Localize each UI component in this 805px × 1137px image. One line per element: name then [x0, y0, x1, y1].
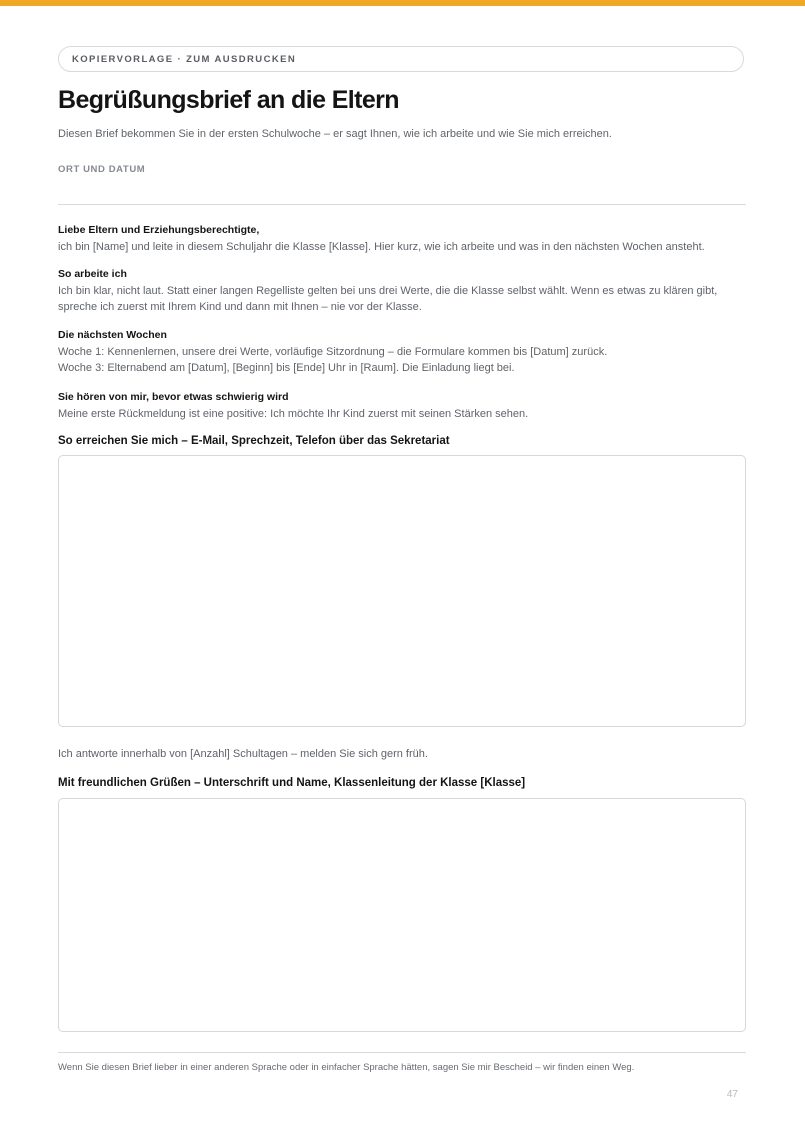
contact-write-box[interactable]	[58, 455, 746, 727]
contact-field-label: So erreichen Sie mich – E-Mail, Sprechzeit, Telefon über das Sekretariat	[58, 435, 450, 447]
signature-write-box[interactable]	[58, 798, 746, 1032]
next-weeks-heading: Die nächsten Wochen	[58, 329, 167, 341]
how-i-work-heading: So arbeite ich	[58, 268, 127, 280]
intro-text: Diesen Brief bekommen Sie in der ersten Schulwoche – er sagt Ihnen, wie ich arbeite und wie Sie mich erreichen.	[58, 128, 612, 140]
how-i-work-line: Ich bin klar, nicht laut. Statt einer langen Regelliste gelten bei uns drei Werte, die die Klasse selbst wählt. Wenn es etwas zu klären gibt,	[58, 284, 718, 297]
footer-note: Wenn Sie diesen Brief lieber in einer anderen Sprache oder in einfacher Sprache hätten, sagen Sie mir Bescheid – wir finden einen Weg.	[58, 1062, 635, 1073]
reply-note: Ich antworte innerhalb von [Anzahl] Schultagen – melden Sie sich gern früh.	[58, 748, 428, 760]
signature-field-label: Mit freundlichen Grüßen – Unterschrift und Name, Klassenleitung der Klasse [Klasse]	[58, 777, 526, 789]
next-weeks-line: Woche 3: Elternabend am [Datum], [Beginn] bis [Ende] Uhr in [Raum]. Die Einladung liegt bei.	[58, 362, 515, 374]
hear-from-me-heading: Sie hören von mir, bevor etwas schwierig wird	[58, 391, 289, 403]
letter-next-weeks	[58, 327, 748, 377]
template-tag: KOPIERVORLAGE · ZUM AUSDRUCKEN	[58, 46, 744, 72]
letter-greeting	[58, 222, 748, 255]
place-date-label: ORT UND DATUM	[58, 164, 146, 175]
page-number: 47	[726, 1089, 738, 1100]
next-weeks-line: Woche 1: Kennenlernen, unsere drei Werte, vorläufige Sitzordnung – die Formulare kommen bis [Datum] zurück.	[58, 345, 608, 358]
divider	[58, 204, 746, 205]
letter-how-i-work	[58, 266, 748, 316]
how-i-work-line: spreche ich zuerst mit Ihrem Kind und dann mit Ihnen – nie vor der Klasse.	[58, 301, 422, 313]
letter-hear-from-me	[58, 389, 748, 422]
greeting-line: ich bin [Name] und leite in diesem Schuljahr die Klasse [Klasse]. Hier kurz, wie ich arbeite und was in den nächsten Wochen ansteht.	[58, 240, 705, 253]
accent-bar	[0, 0, 805, 6]
page-title: Begrüßungsbrief an die Eltern	[58, 86, 399, 114]
footer-divider	[58, 1052, 746, 1053]
hear-from-me-line: Meine erste Rückmeldung ist eine positive: Ich möchte Ihr Kind zuerst mit seinen Stärken sehen.	[58, 407, 529, 420]
greeting-heading: Liebe Eltern und Erziehungsberechtigte,	[58, 224, 260, 236]
